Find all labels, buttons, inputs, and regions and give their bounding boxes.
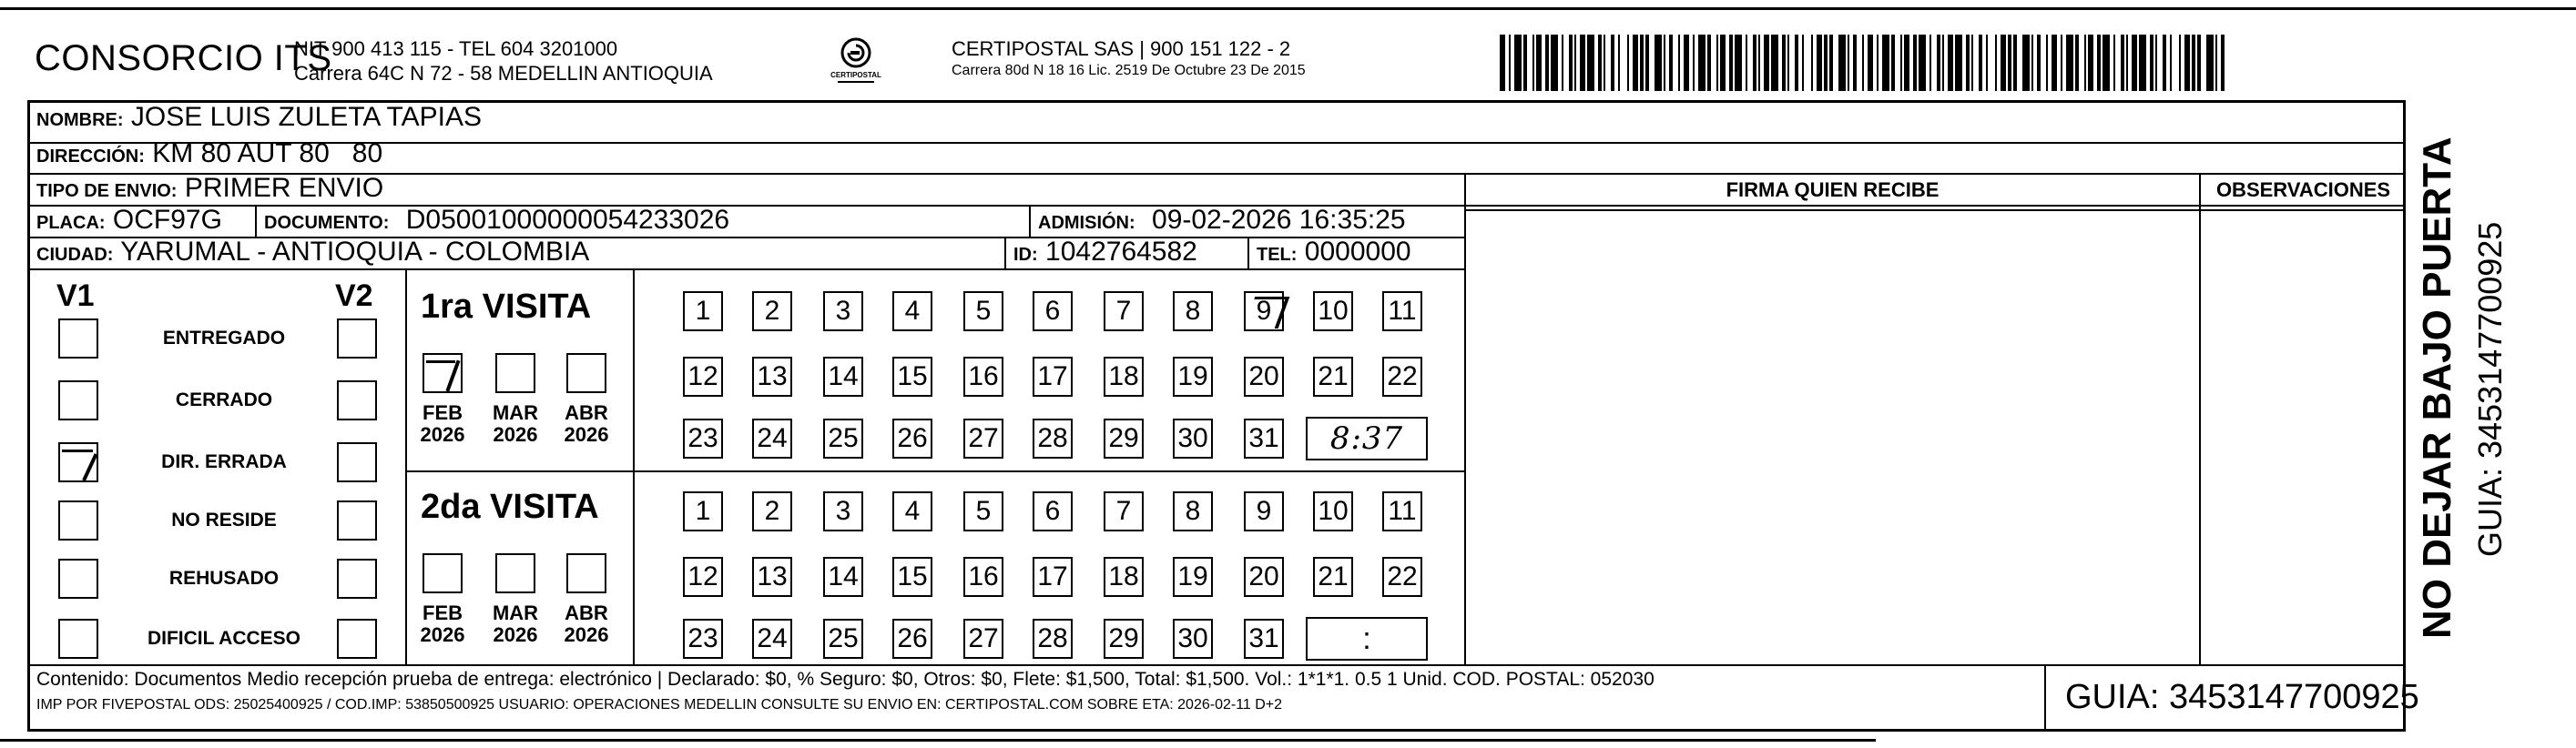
month-name: ABR: [565, 601, 608, 624]
v1-checkbox[interactable]: [58, 318, 98, 359]
side-guia: GUIA: 3453147700925: [2471, 221, 2509, 557]
day-box[interactable]: 2: [752, 491, 792, 531]
day-box[interactable]: 17: [1033, 557, 1073, 597]
documento-label: DOCUMENTO:: [264, 213, 390, 233]
day-box[interactable]: 1: [683, 491, 723, 531]
status-label: CERRADO: [175, 389, 273, 410]
day-box[interactable]: 27: [963, 419, 1003, 459]
admision-label: ADMISIÓN:: [1038, 213, 1135, 233]
day-box[interactable]: 2: [752, 291, 792, 331]
day-box[interactable]: 11: [1382, 491, 1422, 531]
day-box[interactable]: 17: [1033, 357, 1073, 397]
month-year: 2026: [493, 623, 538, 646]
v2-checkbox[interactable]: [337, 559, 377, 599]
sender-details: [294, 36, 713, 86]
day-box[interactable]: 14: [823, 357, 863, 397]
direccion-row: [36, 138, 382, 172]
documento-cell: [264, 205, 729, 238]
day-box[interactable]: 5: [963, 491, 1003, 531]
month-label: [415, 402, 470, 446]
status-label: NO RESIDE: [171, 510, 277, 531]
id-value: 1042764582: [1045, 237, 1197, 267]
day-box[interactable]: 23: [683, 619, 723, 659]
status-label: DIR. ERRADA: [161, 451, 287, 472]
day-box[interactable]: 29: [1104, 419, 1144, 459]
month-label: [488, 402, 543, 446]
day-box[interactable]: 7: [1104, 491, 1144, 531]
documento-value: D05001000000054233026: [405, 205, 730, 235]
top-rule: [0, 7, 2576, 10]
tracking-barcode: [1500, 35, 2224, 91]
month-year: 2026: [420, 423, 465, 446]
day-box[interactable]: 25: [823, 419, 863, 459]
month-checkbox[interactable]: [423, 553, 463, 593]
day-box[interactable]: 5: [963, 291, 1003, 331]
placa-label: PLACA:: [36, 213, 106, 233]
month-label: [415, 602, 470, 646]
month-checkbox[interactable]: [566, 553, 606, 593]
direccion-value: KM 80 AUT 80 80: [152, 138, 383, 168]
day-box[interactable]: 24: [752, 619, 792, 659]
v1-checkbox[interactable]: [58, 442, 98, 482]
status-label: REHUSADO: [168, 568, 280, 589]
day-box[interactable]: 31: [1244, 419, 1284, 459]
v2-header: V2: [335, 278, 373, 313]
day-box[interactable]: 10: [1313, 291, 1353, 331]
signature-area[interactable]: [1466, 211, 2199, 664]
month-year: 2026: [564, 623, 609, 646]
month-checkbox[interactable]: [495, 553, 535, 593]
day-box[interactable]: 13: [752, 357, 792, 397]
carrier-address: Carrera 80d N 18 16 Lic. 2519 De Octubre 23 De 2015: [952, 63, 1306, 78]
tipo-value: PRIMER ENVIO: [184, 173, 384, 203]
day-box[interactable]: 31: [1244, 619, 1284, 659]
day-box[interactable]: 28: [1033, 419, 1073, 459]
v2-checkbox[interactable]: [337, 380, 377, 420]
day-box[interactable]: 14: [823, 557, 863, 597]
day-box[interactable]: 30: [1173, 419, 1213, 459]
day-box[interactable]: 6: [1033, 491, 1073, 531]
day-box[interactable]: 26: [892, 419, 932, 459]
visit-time[interactable]: 8:37: [1306, 417, 1428, 460]
day-box[interactable]: 3: [823, 491, 863, 531]
month-label: [559, 402, 614, 446]
day-box[interactable]: 26: [892, 619, 932, 659]
day-box[interactable]: 28: [1033, 619, 1073, 659]
month-year: 2026: [493, 423, 538, 446]
month-name: FEB: [423, 601, 463, 624]
month-label: [488, 602, 543, 646]
nombre-value: JOSE LUIS ZULETA TAPIAS: [130, 102, 483, 132]
day-box[interactable]: 4: [892, 291, 932, 331]
day-box[interactable]: 8: [1173, 291, 1213, 331]
day-box[interactable]: 4: [892, 491, 932, 531]
ciudad-label: CIUDAD:: [36, 245, 114, 265]
sender-name: CONSORCIO ITS: [35, 38, 332, 78]
day-box[interactable]: 11: [1382, 291, 1422, 331]
day-box[interactable]: 15: [892, 357, 932, 397]
bottom-rule: [0, 739, 1876, 742]
day-box[interactable]: 22: [1382, 357, 1422, 397]
month-label: [559, 602, 614, 646]
ciudad-cell: [36, 237, 589, 270]
month-year: 2026: [564, 423, 609, 446]
day-box[interactable]: 9: [1244, 291, 1284, 331]
day-box[interactable]: 9: [1244, 491, 1284, 531]
v1-header: V1: [56, 278, 95, 313]
tipo-row: [36, 173, 383, 207]
day-box[interactable]: 20: [1244, 557, 1284, 597]
month-name: MAR: [492, 601, 539, 624]
nombre-label: NOMBRE:: [36, 110, 124, 130]
id-cell: [1013, 237, 1197, 270]
day-box[interactable]: 25: [823, 619, 863, 659]
nombre-row: [36, 102, 482, 136]
carrier-info: [952, 36, 1306, 81]
day-box[interactable]: 18: [1104, 557, 1144, 597]
day-box[interactable]: 20: [1244, 357, 1284, 397]
day-box[interactable]: 3: [823, 291, 863, 331]
side-warning: NO DEJAR BAJO PUERTA: [2415, 136, 2459, 639]
month-checkbox[interactable]: [423, 353, 463, 393]
day-box[interactable]: 19: [1173, 357, 1213, 397]
admision-value: 09-02-2026 16:35:25: [1152, 205, 1406, 235]
footer-print-info: IMP POR FIVEPOSTAL ODS: 25025400925 / COD.IMP: 53850500925 USUARIO: OPERACIONES MEDELLIN CONSULTE SU ENVIO EN: CERTIPOSTAL.COM SOBRE ETA: 2026-02-11 D+2: [36, 697, 1283, 713]
v1-checkbox[interactable]: [58, 380, 98, 420]
footer-contents: Contenido: Documentos Medio recepción prueba de entrega: electrónico | Declarado: $0, % Seguro: $0, Otros: $0, Flete: $1,500, Total: $1,500. Vol.: 1*1*1. 0.5 1 Unid. COD. POSTAL: 052030: [36, 669, 1655, 690]
carrier-name: CERTIPOSTAL SAS | 900 151 122 - 2: [952, 37, 1291, 60]
day-box[interactable]: 24: [752, 419, 792, 459]
sender-address: Carrera 64C N 72 - 58 MEDELLIN ANTIOQUIA: [294, 62, 713, 85]
tel-label: TEL:: [1257, 245, 1298, 265]
visit-time[interactable]: :: [1306, 617, 1428, 661]
sender-nit: NIT 900 413 115 - TEL 604 3201000: [294, 37, 618, 60]
v1-checkbox[interactable]: [58, 619, 98, 659]
id-label: ID:: [1013, 245, 1038, 265]
tel-value: 0000000: [1304, 237, 1411, 267]
v2-checkbox[interactable]: [337, 442, 377, 482]
v1-checkbox[interactable]: [58, 559, 98, 599]
day-box[interactable]: 7: [1104, 291, 1144, 331]
v2-checkbox[interactable]: [337, 500, 377, 541]
day-box[interactable]: 1: [683, 291, 723, 331]
day-box[interactable]: 8: [1173, 491, 1213, 531]
logo-caption: CERTIPOSTAL: [830, 71, 881, 79]
day-box[interactable]: 29: [1104, 619, 1144, 659]
month-name: MAR: [492, 401, 539, 424]
visit-title: 2da VISITA: [421, 488, 599, 526]
day-box[interactable]: 21: [1313, 357, 1353, 397]
day-box[interactable]: 12: [683, 357, 723, 397]
day-box[interactable]: 22: [1382, 557, 1422, 597]
day-box[interactable]: 12: [683, 557, 723, 597]
observations-area[interactable]: [2201, 211, 2406, 664]
placa-value: OCF97G: [112, 205, 222, 235]
day-box[interactable]: 16: [963, 557, 1003, 597]
admision-cell: [1038, 205, 1406, 238]
month-checkbox[interactable]: [566, 353, 606, 393]
day-box[interactable]: 16: [963, 357, 1003, 397]
visit-title: 1ra VISITA: [421, 288, 592, 326]
day-box[interactable]: 13: [752, 557, 792, 597]
firma-header: FIRMA QUIEN RECIBE: [1726, 178, 1940, 201]
day-box[interactable]: 19: [1173, 557, 1213, 597]
status-label: DIFICIL ACCESO: [147, 628, 300, 649]
ciudad-value: YARUMAL - ANTIOQUIA - COLOMBIA: [120, 237, 590, 267]
v2-checkbox[interactable]: [337, 318, 377, 359]
month-checkbox[interactable]: [495, 353, 535, 393]
day-box[interactable]: 6: [1033, 291, 1073, 331]
day-box[interactable]: 21: [1313, 557, 1353, 597]
month-name: ABR: [565, 401, 608, 424]
day-box[interactable]: 30: [1173, 619, 1213, 659]
v1-checkbox[interactable]: [58, 500, 98, 541]
day-box[interactable]: 15: [892, 557, 932, 597]
placa-cell: [36, 205, 222, 238]
tel-cell: [1257, 237, 1411, 270]
status-label: ENTREGADO: [162, 328, 286, 349]
day-box[interactable]: 18: [1104, 357, 1144, 397]
day-box[interactable]: 27: [963, 619, 1003, 659]
month-name: FEB: [423, 401, 463, 424]
month-year: 2026: [420, 623, 465, 646]
day-box[interactable]: 10: [1313, 491, 1353, 531]
direccion-label: DIRECCIÓN:: [36, 147, 145, 167]
certipostal-logo: [830, 36, 881, 87]
tipo-label: TIPO DE ENVIO:: [36, 181, 178, 201]
footer-guia: GUIA: 3453147700925: [2065, 678, 2419, 716]
observaciones-header: OBSERVACIONES: [2215, 178, 2391, 201]
v2-checkbox[interactable]: [337, 619, 377, 659]
day-box[interactable]: 23: [683, 419, 723, 459]
